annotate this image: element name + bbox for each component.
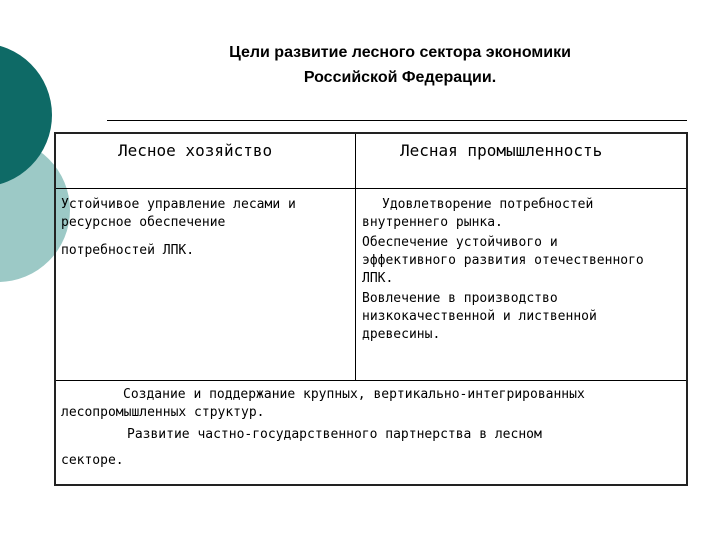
- goals-table: [54, 132, 688, 486]
- industry-goals: [362, 196, 652, 344]
- industry-goal-3: Вовлечение в производство низкокачественной и лиственной древесины.: [362, 291, 597, 342]
- industry-goal-2: Обеспечение устойчивого и эффективного развития отечественного ЛПК.: [362, 235, 644, 286]
- column-divider: [355, 134, 356, 380]
- title-line-1: Цели развитие лесного сектора экономики: [229, 44, 571, 61]
- common-goals: [61, 386, 661, 470]
- header-divider: [56, 188, 686, 189]
- forestry-goal-line-2: потребностей ЛПК.: [61, 243, 195, 258]
- common-goal-3: секторе.: [61, 453, 124, 468]
- bottom-section-divider: [56, 380, 686, 381]
- header-forest-industry: Лесная промышленность: [400, 141, 603, 160]
- slide-title: [150, 40, 650, 90]
- title-underline: [107, 120, 687, 121]
- industry-goal-1: Удовлетворение потребностей внутреннего рынка.: [362, 197, 594, 230]
- forestry-goals: [61, 196, 353, 260]
- forestry-goal-line-1: Устойчивое управление лесами и ресурсное обеспечение: [61, 197, 296, 230]
- common-goal-1: Создание и поддержание крупных, вертикально-интегрированных лесопромышленных структур.: [61, 387, 585, 420]
- title-line-2: Российской Федерации.: [303, 69, 497, 86]
- common-goal-2: Развитие частно-государственного партнерства в лесном: [127, 427, 542, 442]
- header-forestry: Лесное хозяйство: [118, 141, 273, 160]
